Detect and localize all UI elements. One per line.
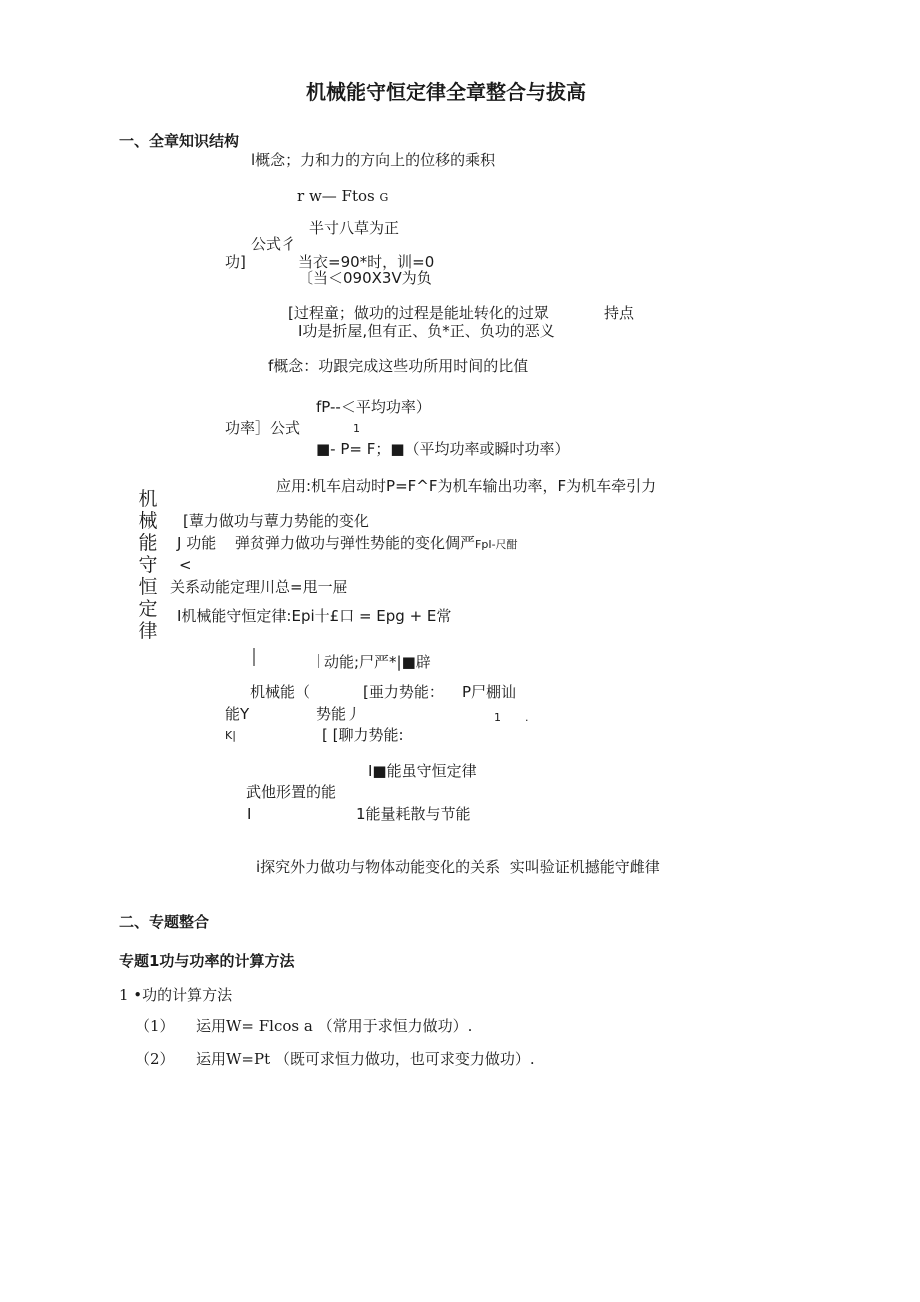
list-item-text: 运用W= Flcos a （常用于求恒力做功）. — [196, 1017, 473, 1035]
power-formula-label: 功率］公式 — [225, 419, 301, 437]
half-positive-line: 半寸八草为正 — [309, 219, 400, 237]
work-concept: l概念；力和力的方向上的位移的乘积 — [251, 151, 496, 169]
dissipation-line: 1能量耗散与节能 — [356, 805, 471, 823]
work-formula: r w— Ftos G — [297, 187, 389, 205]
section-heading-topics: 二、专题整合 — [119, 913, 210, 931]
mark-k: K| — [225, 729, 236, 742]
formula-label: 公式彳 — [251, 235, 297, 253]
instant-power-formula: ■- P= F；■（平均功率或瞬吋功率） — [316, 440, 570, 458]
gravity-potential-value: P尸棚讪 — [462, 683, 517, 701]
power-application: 应用:机车启动时P=F^F为机车输出功率，F为机车牵引力 — [276, 477, 657, 495]
list-item-number: （2） — [135, 1050, 175, 1068]
section-heading-structure: 一、全章知识结构 — [119, 132, 240, 150]
gravity-potential-label: [亜力势能： — [363, 683, 444, 701]
energy-y-label: 能Y — [225, 705, 250, 723]
angle-90-line: 当衣=90*时，训=0 — [298, 253, 435, 271]
experiments-line: i探究外力做功与物体动能变化的关系 实叫验证机撼能守雌律 — [256, 858, 660, 876]
superscript-mark: 1 — [353, 422, 360, 435]
mark-dot: . — [525, 711, 529, 724]
function-label: J 功能 — [177, 534, 217, 552]
vertical-chapter-label: 机 械 能 守 恒 定 律 — [138, 488, 158, 642]
energy-conservation-line: I■能虽守恒定律 — [368, 762, 477, 780]
kinetic-energy-line: 动能;尸严*|■辟 — [324, 653, 431, 671]
elastic-potential-label: [ [聊力势能: — [322, 726, 404, 744]
bracket-bar — [318, 654, 319, 668]
potential-energy-label: 势能丿 — [316, 705, 362, 723]
angle-negative-line: 〔当＜090X3V为负 — [298, 269, 432, 287]
work-sign-line: I功是折屋,但有正、负*正、负功的恶义 — [298, 322, 555, 340]
topic-heading: 专题1功与功率的计算方法 — [119, 952, 295, 970]
feature-label: 持点 — [604, 304, 635, 322]
kinetic-theorem-line: 关系动能定理川总=甩一屉 — [170, 578, 348, 596]
other-forms-line: 武他形置的能 — [246, 783, 337, 801]
average-power-formula: fP--＜平均功率） — [316, 398, 431, 416]
gravity-pe-line: [蕈力做功与蕈力势能的变化 — [183, 512, 369, 530]
bar-mark: I — [247, 805, 252, 823]
elastic-pe-line: 弹贫弹力做功与弹性势能的变化倜严FpI-尺酣 — [235, 534, 518, 552]
mechanical-energy-label: 机械能（ — [250, 683, 311, 701]
page-title: 机械能守恒定律全章整合与拔高 — [306, 80, 586, 104]
work-label: 功] — [225, 253, 246, 271]
less-than-mark: < — [179, 556, 192, 574]
bracket-bar — [253, 648, 255, 666]
item-heading: 1 •功的计算方法 — [119, 986, 233, 1004]
list-item-text: 运用W=Pt （既可求恒力做功，也可求变力做功）. — [196, 1050, 535, 1068]
power-concept: f概念：功跟完成这些功所用时间的比值 — [268, 357, 529, 375]
list-item-number: （1） — [135, 1017, 175, 1035]
process-line: [过程童；做功的过程是能址转化的过眾 — [288, 304, 549, 322]
conservation-law-line: I机械能守恒定律:Epi十£口 = Epg + E常 — [177, 607, 452, 625]
mark-one: 1 — [494, 711, 501, 724]
